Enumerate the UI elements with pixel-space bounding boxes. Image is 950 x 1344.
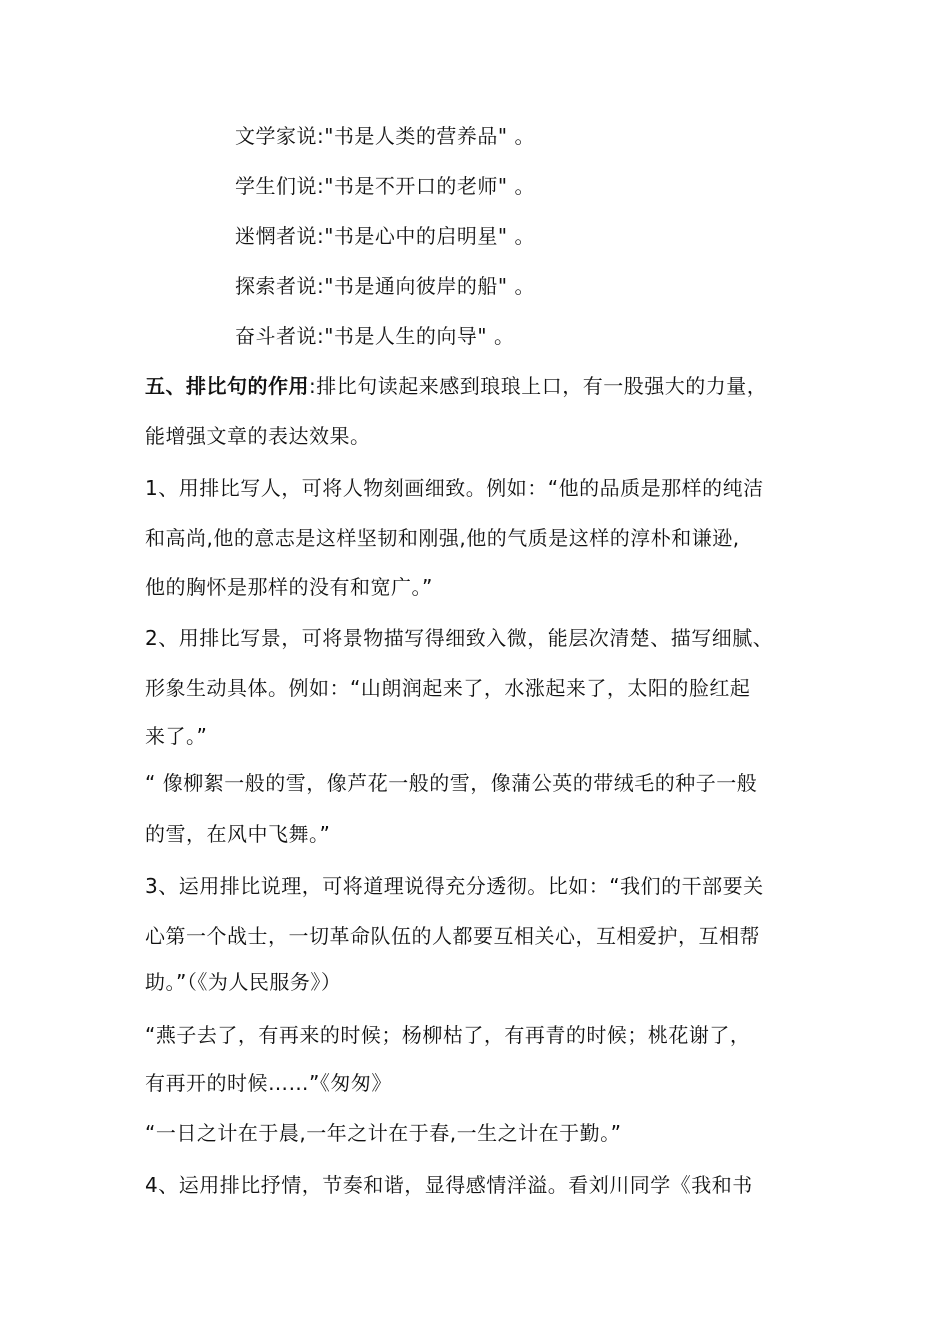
paragraph-line: 来了。” (145, 724, 208, 748)
paragraph-line: 的雪，在风中飞舞。” (145, 822, 331, 846)
section-text-line: 能增强文章的表达效果。 (145, 424, 371, 448)
paragraph-line: 2、用排比写景，可将景物描写得细致入微，能层次清楚、描写细腻、 (145, 626, 774, 650)
paragraph-line: “燕子去了，有再来的时候；杨柳枯了，有再青的时候；桃花谢了， (145, 1023, 751, 1047)
paragraph-line: 他的胸怀是那样的没有和宽广。” (145, 575, 433, 599)
paragraph-line: 有再开的时候……”《匆匆》 (145, 1071, 392, 1095)
section-five-line (145, 374, 767, 398)
section-text: :排比句读起来感到琅琅上口，有一股强大的力量， (309, 374, 768, 398)
paragraph-line: 1、用排比写人，可将人物刻画细致。例如：“他的品质是那样的纯洁 (145, 476, 764, 500)
quote-line: 学生们说:"书是不开口的老师" 。 (235, 174, 535, 198)
paragraph-line: 3、运用排比说理，可将道理说得充分透彻。比如：“我们的干部要关 (145, 874, 764, 898)
paragraph-line: 形象生动具体。例如：“山朗润起来了，水涨起来了，太阳的脸红起 (145, 676, 751, 700)
paragraph-line: 心第一个战士，一切革命队伍的人都要互相关心，互相爱护，互相帮 (145, 924, 760, 948)
quote-line: 奋斗者说:"书是人生的向导" 。 (235, 324, 515, 348)
paragraph-line: 助。”（《为人民服务》） (145, 970, 342, 994)
paragraph-line: “ 像柳絮一般的雪，像芦花一般的雪，像蒲公英的带绒毛的种子一般 (145, 771, 758, 795)
paragraph-line: “一日之计在于晨,一年之计在于春,一生之计在于勤。” (145, 1121, 622, 1145)
quote-line: 迷惘者说:"书是心中的启明星" 。 (235, 224, 535, 248)
section-heading: 五、排比句的作用 (145, 374, 309, 398)
paragraph-line: 4、运用排比抒情，节奏和谐，显得感情洋溢。看刘川同学《我和书 (145, 1173, 753, 1197)
paragraph-line: 和高尚,他的意志是这样坚韧和刚强,他的气质是这样的淳朴和谦逊, (145, 526, 740, 550)
quote-line: 探索者说:"书是通向彼岸的船" 。 (235, 274, 535, 298)
quote-line: 文学家说:"书是人类的营养品" 。 (235, 124, 535, 148)
